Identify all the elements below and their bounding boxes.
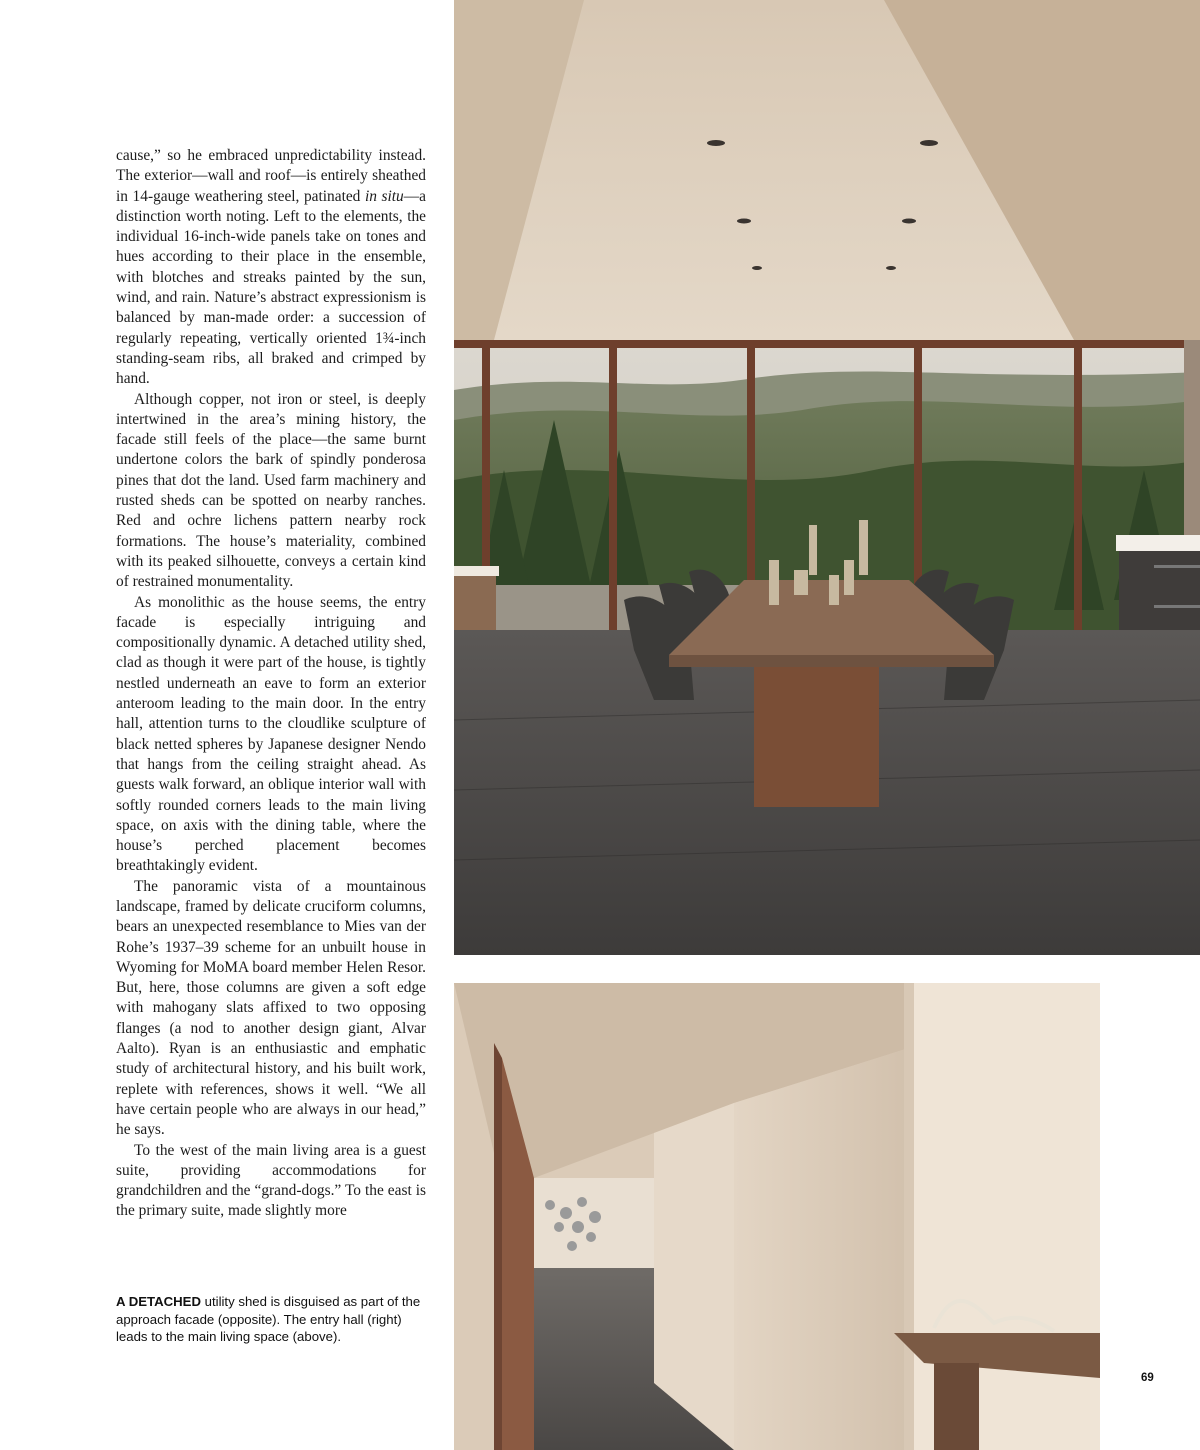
article-body <box>116 146 426 1222</box>
italic-run: in situ <box>364 187 404 205</box>
dining-room-photo <box>454 0 1200 955</box>
article-paragraph <box>116 877 426 1141</box>
text-run: The panoramic vista of a mountainous landscape, framed by delicate cruciform columns, bears an unexpected resemblance to Mies van der Rohe’s 1937–39 scheme for an unbuilt house in Wyoming for MoMA board member Helen Resor. But, here, those columns are given a soft edge with mahogany slats affixed to two opposing flanges (a nod to another design giant, Alvar Aalto). Ryan is an enthusiastic and emphatic study of architectural history, and his built work, replete with references, shows it well. “We all have certain people who are always in our head,” he says. <box>116 877 426 1139</box>
dining-room-illustration <box>454 0 1200 955</box>
text-run: Although copper, not iron or steel, is deeply intertwined in the area’s mining history, the facade still feels of the place—the same burnt undertone colors the bark of spindly ponderosa pines that dot the land. Used farm machinery and rusted sheds can be spotted on nearby ranches. Red and ochre lichens pattern nearby rock formations. The house’s materiality, combined with its peaked silhouette, conveys a certain kind of restrained monumentality. <box>116 390 426 591</box>
article-paragraph <box>116 390 426 593</box>
entry-hall-photo <box>454 983 1100 1450</box>
caption-lead: A DETACHED <box>116 1294 201 1309</box>
photo-caption <box>116 1293 432 1346</box>
caption-text: utility shed is disguised as part of the approach facade (opposite). The entry hall (right) leads to the main living space (above). <box>116 1294 421 1344</box>
text-run: As monolithic as the house seems, the entry facade is especially intriguing and compositionally dynamic. A detached utility shed, clad as though it were part of the house, is tightly nestled underneath an eave to form an exterior anteroom leading to the main door. In the entry hall, attention turns to the cloudlike sculpture of black netted spheres by Japanese designer Nendo that hangs from the ceiling straight ahead. As guests walk forward, an oblique interior wall with softly rounded corners leads to the main living space, on axis with the dining table, where the house’s perched placement becomes breathtakingly evident. <box>116 593 426 875</box>
entry-hall-illustration <box>454 983 1100 1450</box>
page-number: 69 <box>1141 1372 1154 1384</box>
article-paragraph <box>116 1141 426 1222</box>
article-paragraph <box>116 146 426 390</box>
article-paragraph <box>116 593 426 877</box>
text-run: cause,” so he embraced unpredictability instead. The exterior—wall and roof—is entirely sheathed in 14-gauge weathering steel, patinated <box>116 147 426 205</box>
text-run: —a distinction worth noting. Left to the elements, the individual 16-inch-wide panels take on tones and hues according to their place in the ensemble, with blotches and streaks painted by the sun, wind, and rain. Nature’s abstract expressionism is balanced by man-made order: a succession of regularly repeating, vertically oriented 1¾-inch standing-seam ribs, all braked and crimped by hand. <box>116 187 426 388</box>
text-run: To the west of the main living area is a guest suite, providing accommodations for grandchildren and the “grand-dogs.” To the east is the primary suite, made slightly more <box>116 1141 426 1220</box>
